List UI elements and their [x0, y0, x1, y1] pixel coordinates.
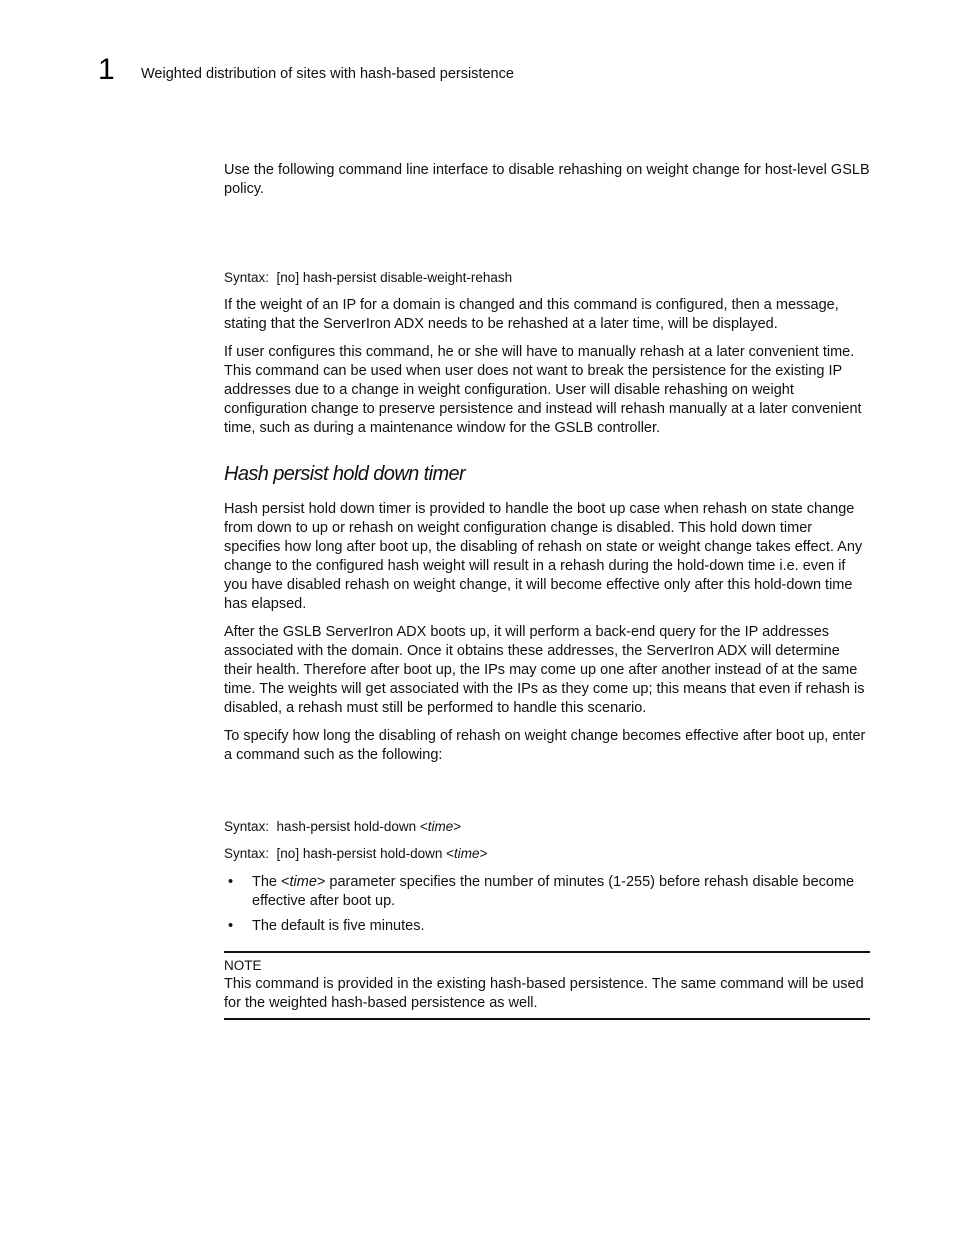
bullet-text-suffix: > parameter specifies the number of minutes (1-255) before rehash disable become effective after boot up.: [252, 874, 855, 909]
bullet-icon: •: [228, 918, 234, 934]
chapter-number: 1: [98, 53, 115, 86]
syntax-label: Syntax:: [224, 846, 270, 861]
paragraph-manual-rehash: If user configures this command, he or she will have to manually rehash at a later convenient time. This command can be used when user does not want to break the persistence for the existing IP addresses due to a change in weight configuration. User will disable rehashing on weight configuration change to preserve persistence and instead will rehash manually at a later convenient time, such as during a maintenance window for the GSLB controller.: [224, 344, 862, 436]
syntax-param: time: [427, 819, 454, 834]
list-item: [224, 873, 870, 911]
section-heading: Hash persist hold down timer: [224, 463, 466, 485]
param-close: >: [453, 819, 462, 834]
syntax-param: time: [454, 846, 480, 861]
syntax-label: Syntax:: [224, 819, 270, 834]
bullet-list: [224, 873, 870, 936]
note-box: [224, 951, 870, 1020]
intro-paragraph: Use the following command line interface to disable rehashing on weight change for host-level GSLB policy.: [224, 162, 870, 197]
running-header: Weighted distribution of sites with hash-based persistence: [141, 66, 514, 82]
list-item: [224, 917, 870, 936]
syntax-command: [no] hash-persist hold-down: [276, 846, 443, 861]
syntax-command: hash-persist hold-down: [276, 819, 417, 834]
paragraph-hold-down-intro: Hash persist hold down timer is provided to handle the boot up case when rehash on state change from down to up or rehash on weight configuration change is disabled. This hold down timer specifies how long after boot up, the disabling of rehash on state or weight change takes effect. Any change to the configured hash weight will result in a rehash during the hold-down time i.e. even if you have disabled rehash on weight change, it will become effective only after this hold-down time has elapsed.: [224, 501, 863, 612]
syntax-hold-down: [224, 818, 870, 836]
note-text: This command is provided in the existing hash-based persistence. The same command will be used for the weighted hash-based persistence as well.: [224, 976, 864, 1011]
syntax-no-hold-down: [224, 845, 870, 863]
note-label: NOTE: [224, 958, 262, 973]
syntax-label: Syntax:: [224, 270, 270, 285]
param-open: <: [446, 846, 455, 861]
bullet-text-prefix: The <: [252, 874, 290, 890]
param-open: <: [419, 819, 428, 834]
page-body: [224, 161, 870, 1020]
syntax-disable-weight-rehash: [224, 269, 870, 287]
bullet-icon: •: [228, 874, 234, 890]
bullet-text: The default is five minutes.: [252, 918, 425, 934]
bullet-param: time: [289, 874, 317, 890]
paragraph-specify: To specify how long the disabling of rehash on weight change becomes effective after boot up, enter a command such as the following:: [224, 728, 866, 763]
param-close: >: [479, 846, 488, 861]
syntax-command: [no] hash-persist disable-weight-rehash: [276, 270, 513, 285]
paragraph-weight-change-message: If the weight of an IP for a domain is changed and this command is configured, then a message, stating that the ServerIron ADX needs to be rehashed at a later time, will be displayed.: [224, 297, 839, 332]
paragraph-boot-up: After the GSLB ServerIron ADX boots up, it will perform a back-end query for the IP addresses associated with the domain. Once it obtains these addresses, the ServerIron ADX will determine their health. Therefore after boot up, the IPs may come up one after another instead of at the same time. The weights will get associated with the IPs as they come up; this means that even if rehash is disabled, a rehash must still be performed to handle this scenario.: [224, 624, 865, 716]
